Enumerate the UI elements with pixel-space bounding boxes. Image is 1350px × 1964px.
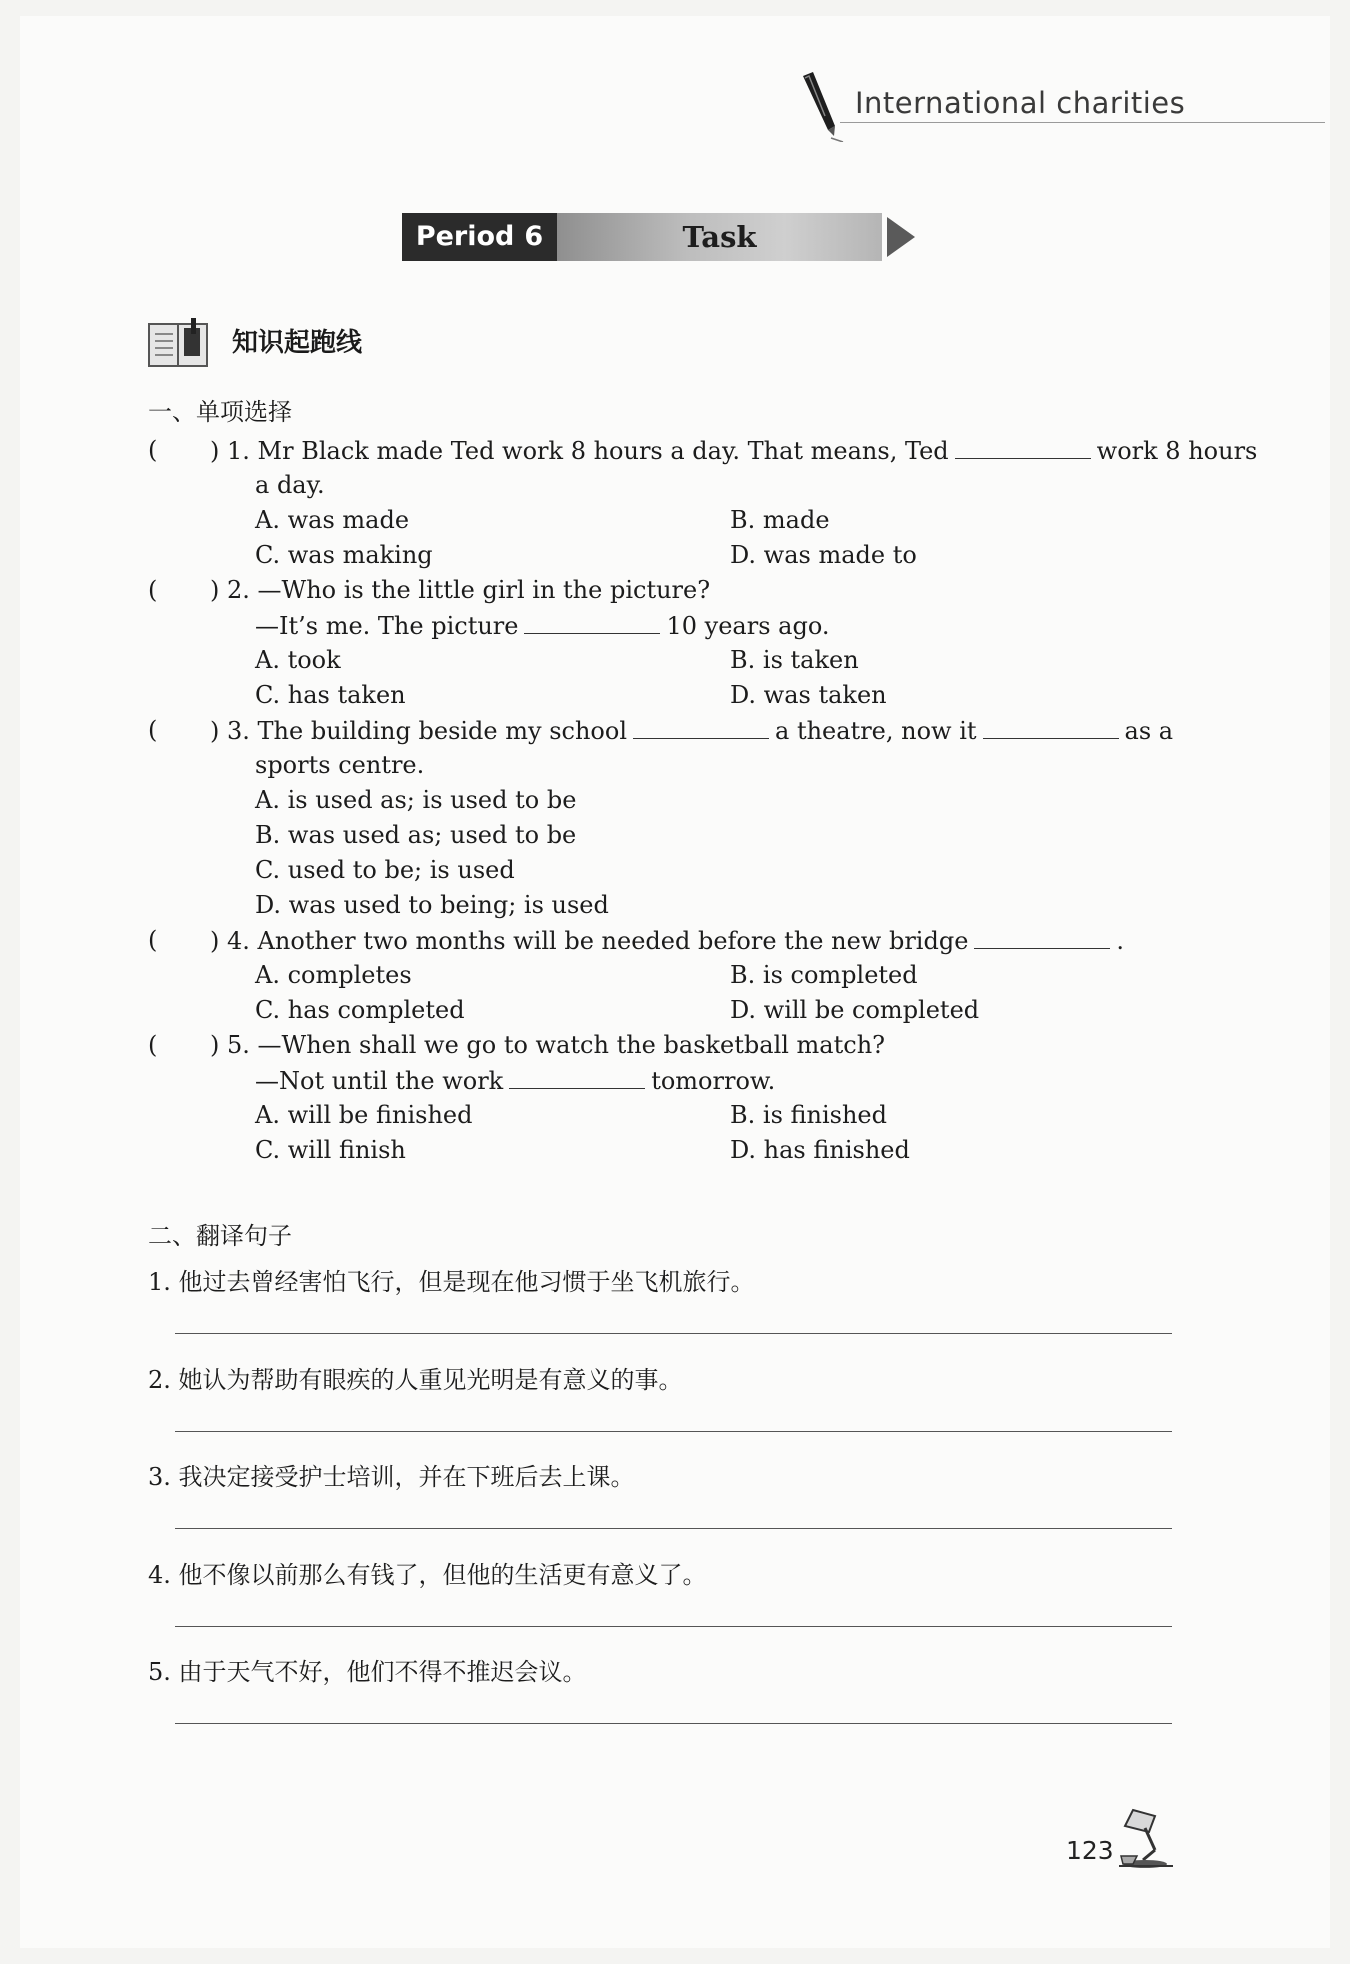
option-b: B. is taken: [730, 646, 859, 674]
option-b: B. is completed: [730, 961, 918, 989]
desk-lamp-icon: [1115, 1806, 1175, 1870]
q2-stem-a: —It’s me. The picture: [255, 612, 519, 640]
q3-stem-line2: sports centre.: [255, 751, 425, 779]
option-a: A. completes: [255, 961, 412, 989]
option-c: C. has completed: [255, 996, 465, 1024]
q5-stem-line2: [255, 1064, 775, 1097]
answer-paren-close: ): [210, 576, 220, 604]
option-a: A. took: [255, 646, 341, 674]
header-rule: [840, 122, 1325, 123]
answer-blank[interactable]: [509, 1064, 645, 1089]
answer-line[interactable]: [175, 1431, 1172, 1432]
answer-paren-close: ): [210, 717, 220, 745]
answer-line[interactable]: [175, 1626, 1172, 1627]
answer-paren-open: (: [148, 1031, 158, 1059]
page-number: 123: [1066, 1836, 1114, 1865]
q2-stem-line2: [255, 609, 829, 642]
q5-stem-a: —Not until the work: [255, 1067, 504, 1095]
part2-title: 二、翻译句子: [148, 1222, 292, 1250]
option-d: D. has finished: [730, 1136, 910, 1164]
q2-stem: 2. —Who is the little girl in the picture?: [227, 576, 711, 604]
translation-sentence: 2. 她认为帮助有眼疾的人重见光明是有意义的事。: [148, 1366, 683, 1394]
q4-stem-line1: [210, 924, 1124, 957]
option-d: D. was made to: [730, 541, 917, 569]
q5-stem-line1: [210, 1029, 885, 1061]
knowledge-heading: 知识起跑线: [232, 328, 363, 358]
period-banner: [402, 213, 917, 261]
q1-stem-line1: [210, 434, 1257, 467]
answer-paren-open: (: [148, 436, 158, 464]
answer-paren-open: (: [148, 716, 158, 744]
q4-stem-a: 4. Another two months will be needed before the new bridge: [227, 927, 969, 955]
q2-stem-b: 10 years ago.: [666, 612, 830, 640]
option-c: C. will finish: [255, 1136, 406, 1164]
book-icon: [147, 318, 211, 370]
option-d: D. will be completed: [730, 996, 980, 1024]
answer-blank[interactable]: [983, 714, 1119, 739]
answer-line[interactable]: [175, 1723, 1172, 1724]
translation-sentence: 1. 他过去曾经害怕飞行，但是现在他习惯于坐飞机旅行。: [148, 1268, 755, 1296]
option-a: A. was made: [255, 506, 410, 534]
period-label-box: [402, 213, 557, 261]
option-b: B. made: [730, 506, 830, 534]
q1-stem-line2: a day.: [255, 471, 325, 499]
answer-blank[interactable]: [974, 924, 1110, 949]
pen-icon: [795, 70, 845, 142]
answer-paren-open: (: [148, 926, 158, 954]
answer-line[interactable]: [175, 1333, 1172, 1334]
option-b: B. is finished: [730, 1101, 887, 1129]
answer-paren-open: (: [148, 576, 158, 604]
q3-stem-c: as a: [1124, 717, 1174, 745]
q5-stem: 5. —When shall we go to watch the basketball match?: [227, 1031, 886, 1059]
translation-sentence: 4. 他不像以前那么有钱了，但他的生活更有意义了。: [148, 1561, 707, 1589]
q3-stem-b: a theatre, now it: [775, 717, 977, 745]
answer-paren-close: ): [210, 1031, 220, 1059]
translation-sentence: 5. 由于天气不好，他们不得不推迟会议。: [148, 1658, 587, 1686]
option-d: D. was used to being; is used: [255, 891, 609, 919]
answer-line[interactable]: [175, 1528, 1172, 1529]
translation-sentence: 3. 我决定接受护士培训，并在下班后去上课。: [148, 1463, 635, 1491]
option-c: C. has taken: [255, 681, 406, 709]
q1-stem-a: 1. Mr Black made Ted work 8 hours a day. That means, Ted: [227, 437, 949, 465]
q5-stem-b: tomorrow.: [651, 1067, 776, 1095]
period-label: Period: [415, 221, 515, 252]
q1-stem-b: work 8 hours: [1096, 437, 1258, 465]
answer-blank[interactable]: [524, 609, 660, 634]
option-a: A. will be finished: [255, 1101, 473, 1129]
unit-title: International charities: [855, 86, 1186, 120]
answer-paren-close: ): [210, 437, 220, 465]
answer-blank[interactable]: [955, 434, 1091, 459]
option-c: C. used to be; is used: [255, 856, 515, 884]
banner-arrow-icon: [887, 217, 915, 257]
task-label: Task: [557, 213, 882, 261]
option-c: C. was making: [255, 541, 433, 569]
q2-stem-line1: [210, 574, 710, 606]
option-a: A. is used as; is used to be: [255, 786, 577, 814]
q3-stem-a: 3. The building beside my school: [227, 717, 627, 745]
q3-stem-line1: [210, 714, 1173, 747]
part1-title: 一、单项选择: [148, 398, 292, 426]
option-d: D. was taken: [730, 681, 887, 709]
answer-paren-close: ): [210, 927, 220, 955]
option-b: B. was used as; used to be: [255, 821, 577, 849]
period-number: 6: [524, 221, 544, 252]
q4-stem-b: .: [1116, 927, 1125, 955]
answer-blank[interactable]: [633, 714, 769, 739]
